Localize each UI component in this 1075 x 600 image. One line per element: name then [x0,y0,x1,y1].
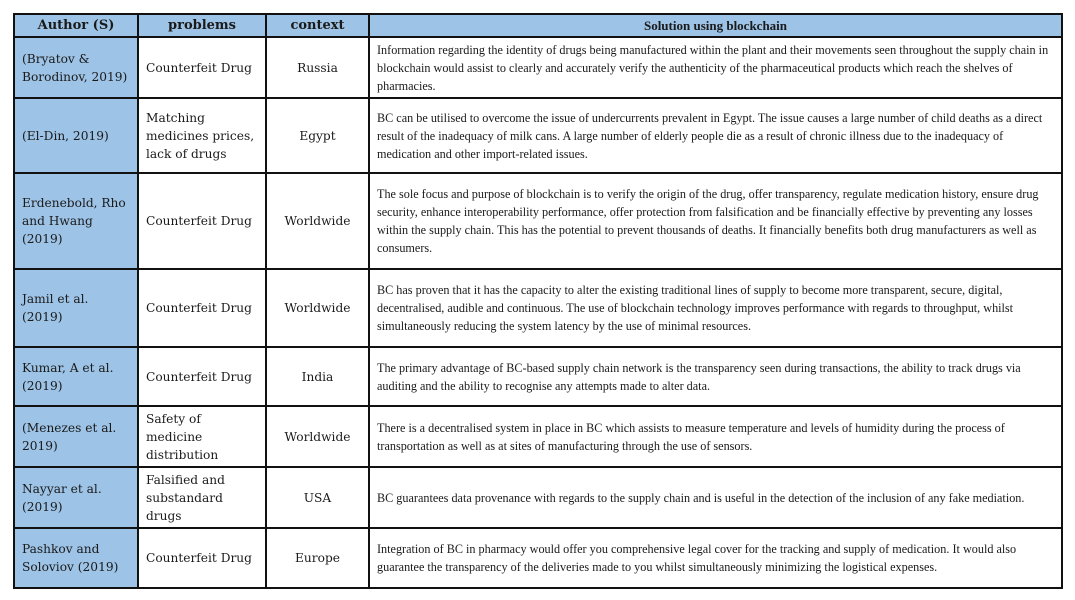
solution-cell: Integration of BC in pharmacy would offer you comprehensive legal cover for the tracking and supply of medication. It would also guarantee the transparency of the deliveries made to you whilst simultaneously minimizing the logistical expenses. [369,528,1062,588]
context-cell: Europe [266,528,369,588]
author-cell: Kumar, A et al. (2019) [14,347,138,406]
context-cell: Worldwide [266,406,369,467]
problem-cell: Counterfeit Drug [138,173,266,269]
context-cell: USA [266,467,369,528]
table-row [14,98,1062,173]
header-context: context [266,14,369,37]
header-author: Author (S) [14,14,138,37]
problem-cell: Counterfeit Drug [138,347,266,406]
context-cell: India [266,347,369,406]
problem-cell: Counterfeit Drug [138,528,266,588]
author-cell: Erdenebold, Rho and Hwang (2019) [14,173,138,269]
table-row [14,528,1062,588]
solution-cell: The sole focus and purpose of blockchain is to verify the origin of the drug, offer transparency, regulate medication history, ensure drug security, enhance interoperability performance, offer protection from falsification and be financially effective by preventing any losses within the supply chain. This has the potential to prevent thousands of deaths. It financially benefits both drug manufacturers as well as consumers. [369,173,1062,269]
blockchain-solutions-table [13,13,1063,589]
context-cell: Russia [266,37,369,98]
solution-cell: BC guarantees data provenance with regards to the supply chain and is useful in the detection of the inclusion of any fake mediation. [369,467,1062,528]
table-row [14,347,1062,406]
problem-cell: Safety of medicine distribution [138,406,266,467]
table-row [14,406,1062,467]
solution-cell: BC can be utilised to overcome the issue of undercurrents prevalent in Egypt. The issue causes a large number of child deaths as a direct result of the inadequacy of milk cans. A large number of elderly people die as a result of chronic illness due to the inadequacy of medication and other import-related issues. [369,98,1062,173]
table-row [14,269,1062,347]
problem-cell: Falsified and substandard drugs [138,467,266,528]
table-row [14,467,1062,528]
author-cell: Jamil et al. (2019) [14,269,138,347]
problem-cell: Counterfeit Drug [138,37,266,98]
solution-cell: BC has proven that it has the capacity to alter the existing traditional lines of supply to become more transparent, secure, digital, decentralised, audible and continuous. The use of blockchain technology improves performance with regards to throughput, whilst simultaneously reducing the system latency by the use of minimal resources. [369,269,1062,347]
header-row [14,14,1062,37]
author-cell: (Bryatov & Borodinov, 2019) [14,37,138,98]
context-cell: Egypt [266,98,369,173]
author-cell: (Menezes et al. 2019) [14,406,138,467]
author-cell: Pashkov and Soloviov (2019) [14,528,138,588]
context-cell: Worldwide [266,173,369,269]
header-problems: problems [138,14,266,37]
context-cell: Worldwide [266,269,369,347]
header-solution: Solution using blockchain [369,14,1062,37]
author-cell: Nayyar et al. (2019) [14,467,138,528]
solution-cell: Information regarding the identity of drugs being manufactured within the plant and their movements seen throughout the supply chain in blockchain would assist to clearly and accurately verify the authenticity of the pharmaceutical products which reach the shelves of pharmacies. [369,37,1062,98]
problem-cell: Counterfeit Drug [138,269,266,347]
table-row [14,37,1062,98]
solution-cell: There is a decentralised system in place in BC which assists to measure temperature and levels of humidity during the process of transportation as well as at sites of manufacturing through the use of sensors. [369,406,1062,467]
author-cell: (El-Din, 2019) [14,98,138,173]
table-row [14,173,1062,269]
solution-cell: The primary advantage of BC-based supply chain network is the transparency seen during transactions, the ability to track drugs via auditing and the ability to recognise any attempts made to alter data. [369,347,1062,406]
problem-cell: Matching medicines prices, lack of drugs [138,98,266,173]
